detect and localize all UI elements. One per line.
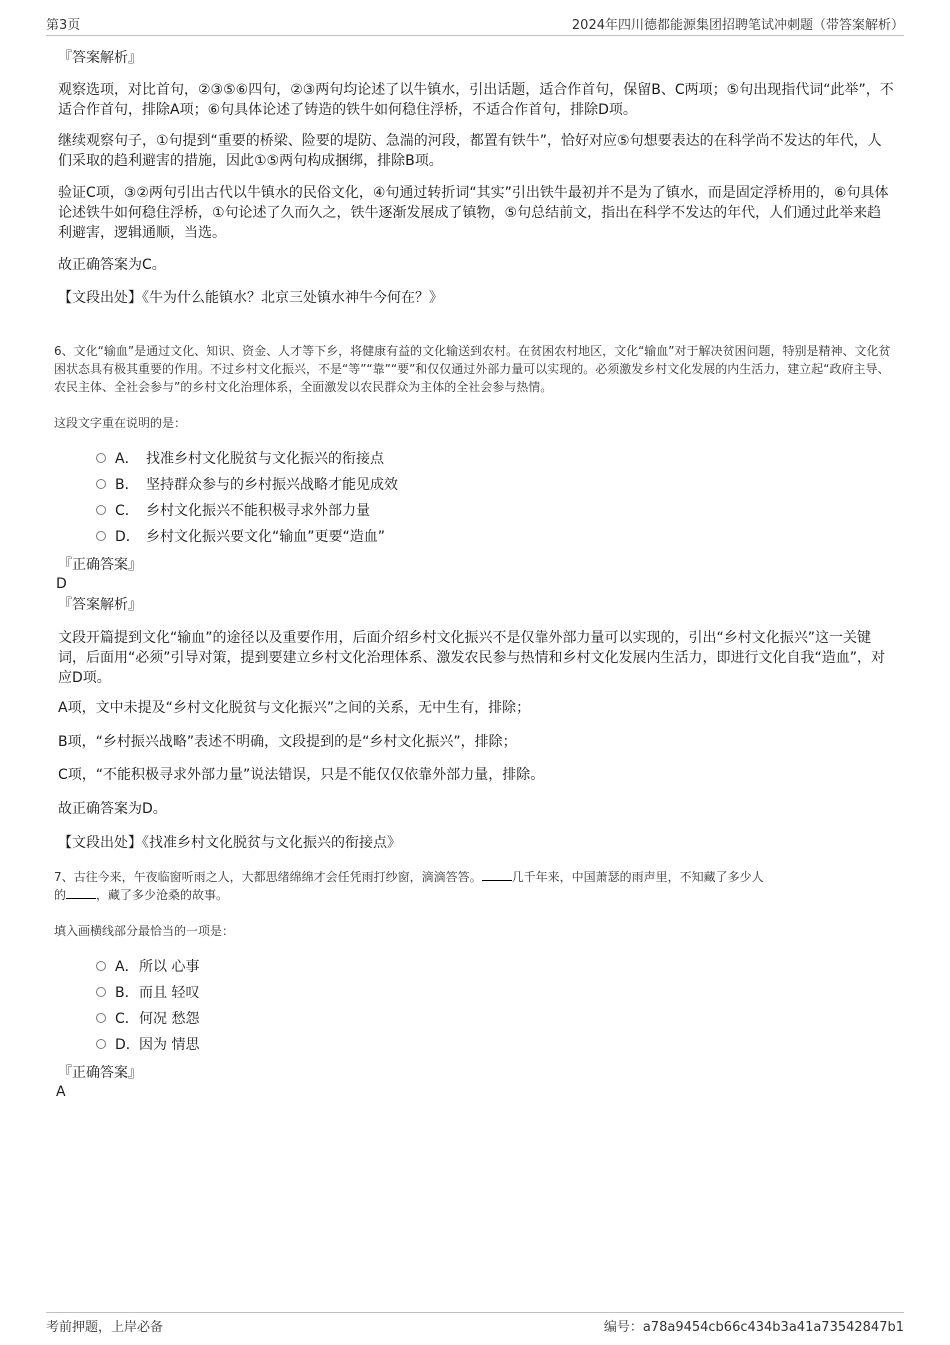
radio-icon[interactable]	[96, 1013, 106, 1023]
footer-slogan: 考前押题，上岸必备	[46, 1320, 164, 1335]
option-d[interactable]: D． 乡村文化振兴要文化“输血”更要“造血”	[96, 527, 385, 547]
blank-line	[482, 868, 512, 881]
correct-answer-label: 『正确答案』	[58, 1065, 142, 1081]
radio-icon[interactable]	[96, 1039, 106, 1049]
radio-icon[interactable]	[96, 453, 106, 463]
analysis-paragraph: C项，“不能积极寻求外部力量”说法错误，只是不能仅仅依靠外部力量，排除。	[58, 767, 545, 783]
analysis-paragraph: 验证C项，③②两句引出古代以牛镇水的民俗文化，④句通过转折词“其实”引出铁牛最初并不是为了镇水，而是固定浮桥用的，⑥句具体论述铁牛如何稳住浮桥，①句论述了久而久之，铁牛逐渐发展成了镇物，⑤句总结前文，指出在科学不发达的年代，人们通过此举来趋利避害，逻辑通顺，当选。	[58, 185, 889, 241]
option-a[interactable]: A．所以 心事	[96, 957, 199, 977]
page-footer	[46, 1312, 904, 1333]
page-header	[46, 14, 904, 36]
analysis-paragraph: B项，“乡村振兴战略”表述不明确，文段提到的是“乡村文化振兴”，排除；	[58, 734, 517, 750]
correct-answer-label: 『正确答案』	[58, 557, 142, 573]
source-citation: 【文段出处】《牛为什么能镇水？北京三处镇水神牛今何在？》	[58, 290, 443, 306]
option-c[interactable]: C． 乡村文化振兴不能积极寻求外部力量	[96, 501, 370, 521]
analysis-label: 『答案解析』	[58, 50, 142, 66]
radio-icon[interactable]	[96, 531, 106, 541]
conclusion: 故正确答案为D。	[58, 801, 167, 817]
question-prompt: 填入画横线部分最恰当的一项是：	[54, 924, 235, 938]
analysis-paragraph: 文段开篇提到文化“输血”的途径以及重要作用，后面介绍乡村文化振兴不是仅靠外部力量可以实现的，引出“乡村文化振兴”这一关键词，后面用“必须”引导对策，提到要建立乡村文化治理体系、激发农民参与热情和乡村文化发展内生活力，即进行文化自我“造血”，对应D项。	[58, 630, 886, 686]
blank-line	[66, 886, 96, 899]
option-b[interactable]: B． 坚持群众参与的乡村振兴战略才能见成效	[96, 475, 398, 495]
radio-icon[interactable]	[96, 961, 106, 971]
radio-icon[interactable]	[96, 479, 106, 489]
analysis-paragraph: 继续观察句子，①句提到“重要的桥梁、险要的堤防、急湍的河段，都置有铁牛”，恰好对应⑤句想要表达的在科学尚不发达的年代，人们采取的趋利避害的措施，因此①⑤两句构成捆绑，排除B项。	[58, 133, 882, 169]
document-id: 编号：a78a9454cb66c434b3a41a73542847b1	[603, 1320, 904, 1335]
correct-answer: D	[56, 576, 67, 592]
conclusion: 故正确答案为C。	[58, 257, 166, 273]
option-b[interactable]: B．而且 轻叹	[96, 983, 199, 1003]
analysis-label: 『答案解析』	[58, 597, 142, 613]
page-number: 第3页	[46, 18, 81, 33]
document-title: 2024年四川德都能源集团招聘笔试冲刺题（带答案解析）	[571, 18, 904, 33]
correct-answer: A	[56, 1084, 66, 1100]
radio-icon[interactable]	[96, 987, 106, 997]
analysis-paragraph: A项，文中未提及“乡村文化脱贫与文化振兴”之间的关系，无中生有，排除；	[58, 700, 531, 716]
option-c[interactable]: C．何况 愁怨	[96, 1009, 199, 1029]
radio-icon[interactable]	[96, 505, 106, 515]
analysis-paragraph: 观察选项，对比首句，②③⑤⑥四句，②③两句均论述了以牛镇水，引出话题，适合作首句，保留B、C两项；⑤句出现指代词“此举”，不适合作首句，排除A项；⑥句具体论述了铸造的铁牛如何稳住浮桥，不适合作首句，排除D项。	[58, 82, 894, 118]
source-citation: 【文段出处】《找准乡村文化脱贫与文化振兴的衔接点》	[58, 835, 401, 851]
option-a[interactable]: A． 找准乡村文化脱贫与文化振兴的衔接点	[96, 449, 384, 469]
question-stem: 7、古往今来，午夜临窗听雨之人，大都思绪绵绵才会任凭雨打纱窗，滴滴答答。 几千年来，中国萧瑟的雨声里，不知藏了多少人 的 ，藏了多少沧桑的故事。	[54, 870, 764, 902]
question-prompt: 这段文字重在说明的是：	[54, 416, 187, 430]
question-stem: 6、文化“输血”是通过文化、知识、资金、人才等下乡，将健康有益的文化输送到农村。在贫困农村地区，文化“输血”对于解决贫困问题，特别是精神、文化贫困状态具有极其重要的作用。不过乡村文化振兴，不是“等”“靠”“要”和仅仅通过外部力量可以实现的。必须激发乡村文化发展的内生活力，建立起“政府主导、农民主体、全社会参与”的乡村文化治理体系，全面激发以农民群众为主体的全社会参与热情。	[54, 344, 891, 394]
option-d[interactable]: D．因为 情思	[96, 1035, 199, 1055]
